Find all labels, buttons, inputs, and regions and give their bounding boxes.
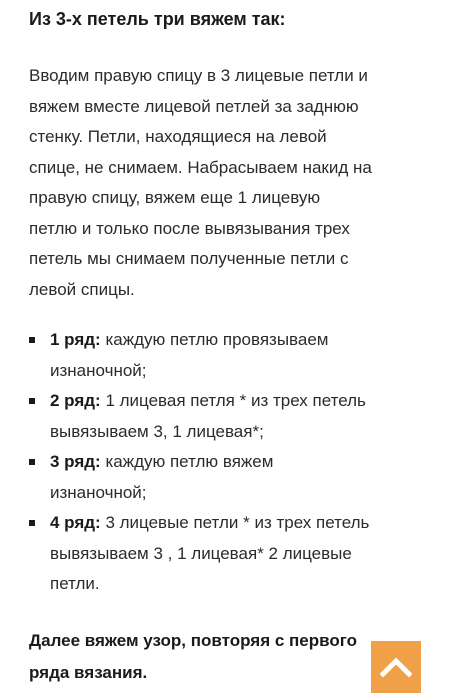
closing-paragraph xyxy=(29,625,357,689)
bullet-icon xyxy=(29,520,35,526)
row-text: петли. xyxy=(50,574,100,593)
heading: Из 3-х петель три вяжем так: xyxy=(29,9,286,29)
row-label: 2 ряд: xyxy=(50,391,101,410)
list-item-row-1 xyxy=(0,325,454,386)
list-item-row-3 xyxy=(0,447,454,508)
list-item-row-4 xyxy=(0,508,454,600)
paragraph-line: вяжем вместе лицевой петлей за заднюю xyxy=(29,96,359,116)
scroll-to-top-button[interactable] xyxy=(371,641,421,693)
row-text: 3 лицевые петли * из трех петель xyxy=(100,513,370,532)
paragraph-line: петлю и только после вывязывания трех xyxy=(29,218,350,238)
bullet-icon xyxy=(29,337,35,343)
paragraph-line: левой спицы. xyxy=(29,279,135,299)
closing-line: ряда вязания. xyxy=(29,663,148,682)
row-text: 1 лицевая петля * из трех петель xyxy=(100,391,366,410)
instructions-paragraph xyxy=(29,61,449,305)
row-text: вывязываем 3 , 1 лицевая* 2 лицевые xyxy=(50,543,352,563)
bullet-icon xyxy=(29,459,35,465)
paragraph-line: спице, не снимаем. Набрасываем накид на xyxy=(29,157,372,177)
paragraph-line: петель мы снимаем полученные петли с xyxy=(29,249,349,268)
rows-list xyxy=(0,325,454,600)
row-label: 4 ряд: xyxy=(50,513,101,532)
list-item-row-2 xyxy=(0,386,454,447)
row-text: вывязываем 3, 1 лицевая*; xyxy=(50,421,264,441)
paragraph-line: Вводим правую спицу в 3 лицевые петли и xyxy=(29,66,368,85)
row-text: изнаночной; xyxy=(50,482,147,502)
row-text: изнаночной; xyxy=(50,360,147,380)
bullet-icon xyxy=(29,398,35,404)
closing-line: Далее вяжем узор, повторяя с первого xyxy=(29,631,357,650)
row-label: 1 ряд: xyxy=(50,330,101,349)
row-label: 3 ряд: xyxy=(50,452,101,471)
row-text: каждую петлю вяжем xyxy=(100,452,274,471)
paragraph-line: стенку. Петли, находящиеся на левой xyxy=(29,127,327,146)
row-text: каждую петлю провязываем xyxy=(100,330,329,349)
paragraph-line: правую спицу, вяжем еще 1 лицевую xyxy=(29,188,321,207)
chevron-up-icon xyxy=(380,656,412,678)
